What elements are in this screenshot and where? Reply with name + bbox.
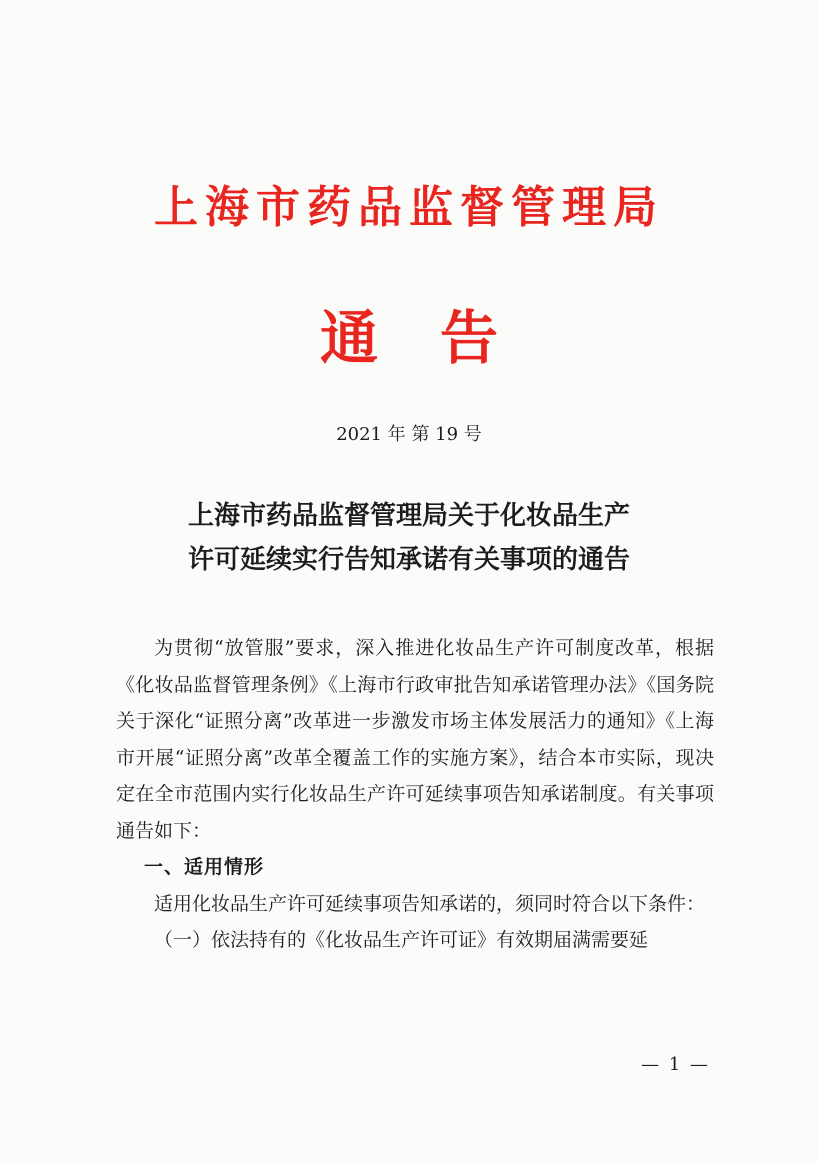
document-number: 2021 年 第 19 号	[336, 424, 482, 445]
section-1-paragraph: 适用化妆品生产许可延续事项告知承诺的，须同时符合以下条件：	[154, 892, 706, 915]
condition-item-1: （一）依法持有的《化妆品生产许可证》有效期届满需要延	[154, 929, 649, 951]
issuing-agency-header: 上海市药品监督管理局	[154, 182, 664, 233]
notice-body	[116, 630, 714, 959]
section-heading-applicable-situations: 一、适用情形	[144, 856, 265, 878]
intro-paragraph: 为贯彻“放管服”要求，深入推进化妆品生产许可制度改革，根据《化妆品监督管理条例》《上海市行政审批告知承诺管理办法》《国务院关于深化“证照分离”改革进一步激发市场主体发展活力的通知》《上海市开展“证照分离”改革全覆盖工作的实施方案》，结合本市实际，现决定在全市范围内实行化妆品生产许可延续事项告知承诺制度。有关事项通告如下：	[116, 637, 714, 842]
notice-title-line-2: 许可延续实行告知承诺有关事项的通告	[187, 545, 630, 575]
notice-title	[60, 494, 758, 582]
document-type-heading: 通告	[319, 304, 560, 372]
page-number: — 1 —	[641, 1054, 710, 1075]
notice-title-line-1: 上海市药品监督管理局关于化妆品生产	[187, 501, 630, 531]
